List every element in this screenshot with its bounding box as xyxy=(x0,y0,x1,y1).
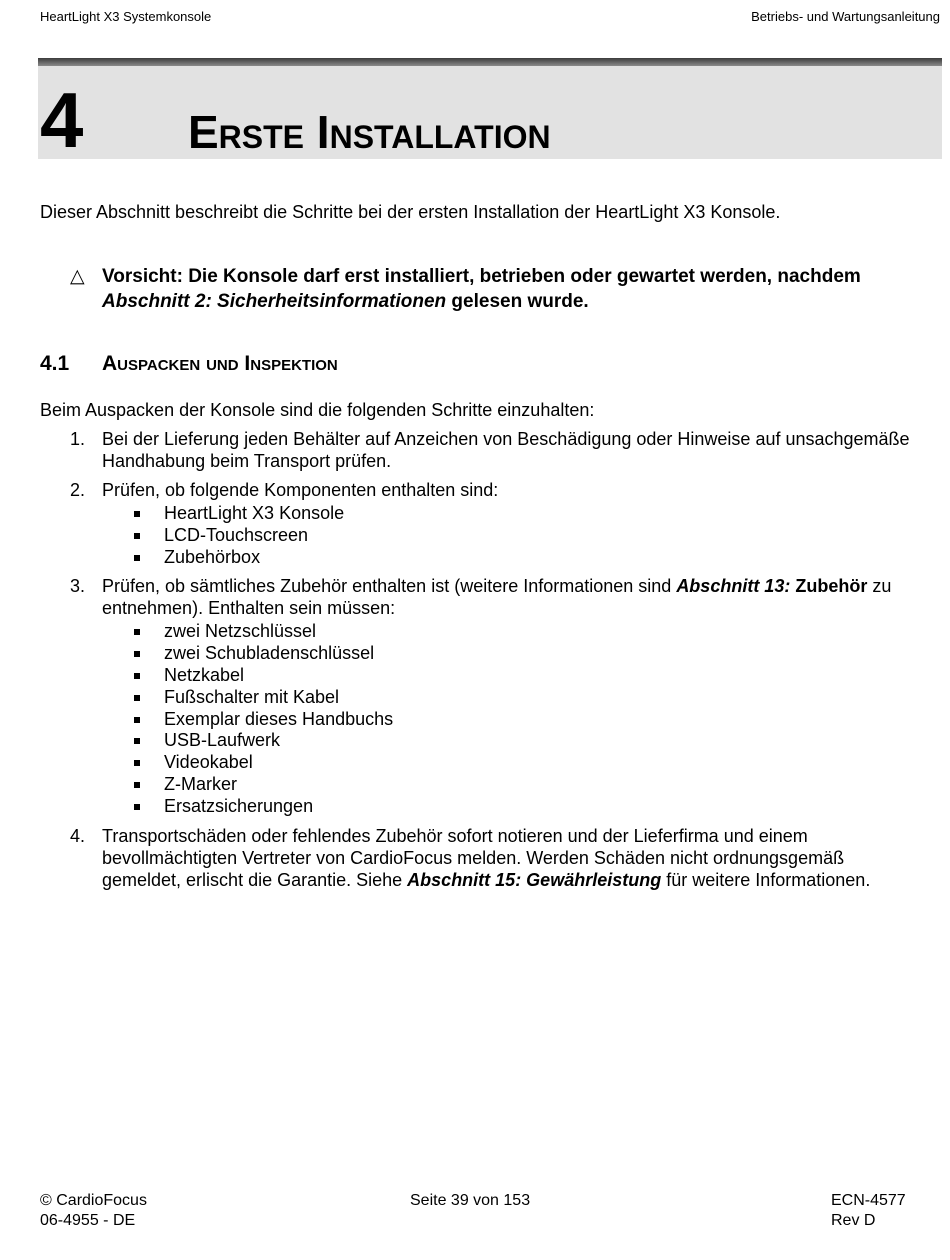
copyright: © CardioFocus xyxy=(40,1192,147,1209)
step-number: 4. xyxy=(70,825,86,846)
list-item-text: Netzkabel xyxy=(164,664,245,685)
steps-lead-text: Beim Auspacken der Konsole sind die folgenden Schritte einzuhalten: xyxy=(40,400,595,420)
step-text-b: für weitere Informationen. xyxy=(661,869,871,890)
list-item xyxy=(102,643,920,665)
list-item-text: Exemplar dieses Handbuchs xyxy=(164,708,394,729)
step-number: 1. xyxy=(70,429,86,449)
revision: Rev D xyxy=(831,1212,876,1229)
list-item xyxy=(102,796,920,818)
steps-list xyxy=(40,428,920,898)
step-1 xyxy=(40,428,920,472)
step-text: Bei der Lieferung jeden Behälter auf Anzeichen von Beschädigung oder Hinweise auf unsachgemäße Handhabung beim Transport prüfen. xyxy=(102,429,910,471)
list-item-text: LCD-Touchscreen xyxy=(164,524,309,545)
step-text: Prüfen, ob folgende Komponenten enthalten sind: xyxy=(102,480,499,500)
list-item-text: HeartLight X3 Konsole xyxy=(164,503,345,523)
list-item-text: zwei Schubladenschlüssel xyxy=(164,643,375,664)
list-item xyxy=(102,547,920,569)
list-item-text: Ersatzsicherungen xyxy=(164,795,314,816)
list-item-text: Videokabel xyxy=(164,752,253,773)
list-item-text: Z-Marker xyxy=(164,773,237,794)
running-header-right: Betriebs- und Wartungsanleitung xyxy=(751,9,940,24)
caution-text-b: gelesen wurde. xyxy=(446,291,589,312)
list-item xyxy=(102,774,920,796)
document-number: 06-4955 - DE xyxy=(40,1212,136,1229)
bullet-icon xyxy=(134,717,140,723)
list-item-text: zwei Netzschlüssel xyxy=(164,621,317,642)
section-title: Auspacken und Inspektion xyxy=(102,352,338,375)
list-item xyxy=(102,752,920,774)
list-item-text: Zubehörbox xyxy=(164,546,261,567)
list-item xyxy=(102,621,920,643)
step-reference: Abschnitt 13: xyxy=(676,576,791,597)
bullet-icon xyxy=(134,673,140,679)
list-item xyxy=(102,525,920,547)
bullet-icon xyxy=(134,511,140,517)
footer-right xyxy=(831,1191,906,1231)
step-2 xyxy=(40,479,920,568)
bullet-icon xyxy=(134,738,140,744)
list-item xyxy=(102,665,920,687)
section-number: 4.1 xyxy=(40,352,70,375)
running-header-left: HeartLight X3 Systemkonsole xyxy=(40,9,212,24)
list-item xyxy=(102,503,920,525)
ecn-number: ECN-4577 xyxy=(831,1192,906,1209)
step-3 xyxy=(40,575,920,817)
step-text-a: Transportschäden oder fehlendes Zubehör sofort notieren und der Lieferfirma und einem bevollmächtigten Vertreter von CardioFocus melden. Werden Schäden nicht ordnungsgemäß gemeldet, erlischt die Garantie. Siehe xyxy=(102,825,845,890)
bullet-icon xyxy=(134,695,140,701)
bullet-icon xyxy=(134,760,140,766)
step-number: 3. xyxy=(70,576,86,597)
chapter-number: 4 xyxy=(40,76,84,164)
bullet-icon xyxy=(134,782,140,788)
bullet-icon xyxy=(134,555,140,561)
list-item xyxy=(102,687,920,709)
bullet-icon xyxy=(134,651,140,657)
caution-notice xyxy=(70,264,910,314)
chapter-title: Erste Installation xyxy=(188,106,551,158)
bullet-icon xyxy=(134,533,140,539)
step-text-a: Prüfen, ob sämtliches Zubehör enthalten ist (weitere Informationen sind xyxy=(102,576,677,597)
chapter-banner-rule xyxy=(38,58,942,66)
list-item xyxy=(102,730,920,752)
step-number: 2. xyxy=(70,480,86,500)
bullet-icon xyxy=(134,804,140,810)
warning-triangle-icon: △ xyxy=(70,266,85,287)
components-list xyxy=(102,503,920,568)
step-reference-title: Zubehör xyxy=(790,576,868,597)
footer-left xyxy=(40,1191,147,1231)
list-item-text: Fußschalter mit Kabel xyxy=(164,686,340,707)
step-reference: Abschnitt 15: Gewährleistung xyxy=(407,869,662,890)
page-number: Seite 39 von 153 xyxy=(410,1192,531,1209)
bullet-icon xyxy=(134,629,140,635)
list-item-text: USB-Laufwerk xyxy=(164,730,281,751)
step-text-b: zu entnehmen). Enthalten sein müssen: xyxy=(102,576,892,619)
caution-text-a: Vorsicht: Die Konsole darf erst installiert, betrieben oder gewartet werden, nachdem xyxy=(102,266,861,287)
list-item xyxy=(102,709,920,731)
accessories-list xyxy=(102,621,920,817)
caution-reference: Abschnitt 2: Sicherheitsinformationen xyxy=(102,291,447,312)
step-4 xyxy=(40,825,920,891)
intro-paragraph: Dieser Abschnitt beschreibt die Schritte bei der ersten Installation der HeartLight X3 Konsole. xyxy=(40,202,781,222)
